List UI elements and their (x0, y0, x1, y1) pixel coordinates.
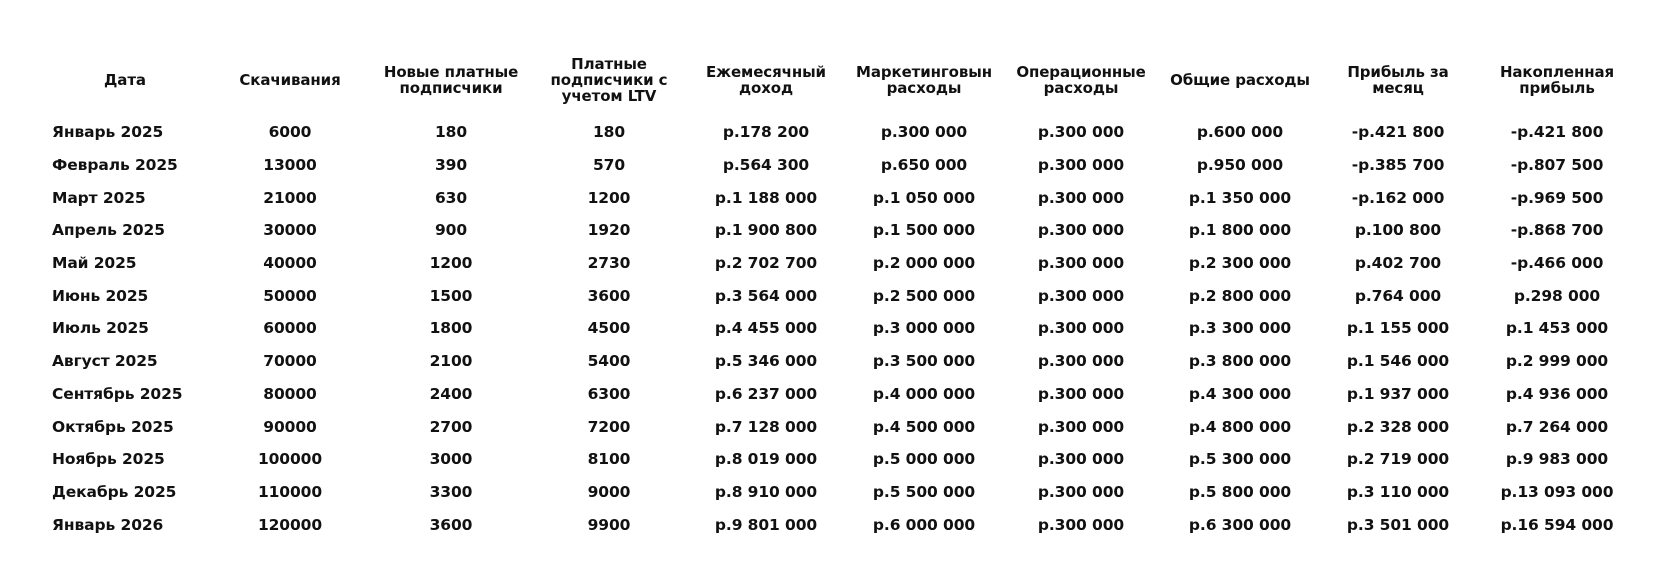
table-row (42, 116, 1638, 149)
cell-operating-costs: р.300 000 (1037, 156, 1125, 175)
cell-downloads: 70000 (263, 352, 317, 371)
cell-marketing-costs: р.3 500 000 (872, 352, 976, 371)
financial-forecast-table (42, 52, 1638, 541)
cell-paid-subscribers-ltv: 7200 (587, 417, 631, 436)
cell-monthly-profit: р.1 937 000 (1346, 384, 1450, 403)
cell-date: Июнь 2025 (52, 286, 149, 305)
cell-new-paid-subscribers: 2400 (429, 384, 473, 403)
cell-paid-subscribers-ltv: 8100 (587, 450, 631, 469)
cell-date: Май 2025 (52, 254, 137, 273)
cell-monthly-profit: р.100 800 (1354, 221, 1442, 240)
cell-paid-subscribers-ltv: 9900 (587, 515, 631, 534)
cell-monthly-revenue: р.1 900 800 (714, 221, 818, 240)
cell-monthly-profit: р.2 719 000 (1346, 450, 1450, 469)
cell-operating-costs: р.300 000 (1037, 450, 1125, 469)
cell-new-paid-subscribers: 1800 (429, 319, 473, 338)
cell-total-costs: р.2 300 000 (1188, 254, 1292, 273)
cell-date: Август 2025 (52, 352, 158, 371)
cell-monthly-revenue: р.1 188 000 (714, 188, 818, 207)
cell-operating-costs: р.300 000 (1037, 254, 1125, 273)
cell-date: Апрель 2025 (52, 221, 165, 240)
cell-total-costs: р.5 800 000 (1188, 482, 1292, 501)
cell-downloads: 60000 (263, 319, 317, 338)
cell-downloads: 13000 (263, 156, 317, 175)
cell-date: Январь 2025 (52, 123, 164, 142)
cell-paid-subscribers-ltv: 570 (592, 156, 626, 175)
cell-cumulative-profit: р.7 264 000 (1505, 417, 1609, 436)
cell-cumulative-profit: -р.868 700 (1510, 221, 1604, 240)
table-container (42, 52, 1638, 541)
cell-paid-subscribers-ltv: 6300 (587, 384, 631, 403)
cell-total-costs: р.4 300 000 (1188, 384, 1292, 403)
header-monthly-revenue: Ежемесячный доход (706, 63, 826, 97)
cell-operating-costs: р.300 000 (1037, 123, 1125, 142)
table-row (42, 214, 1638, 247)
cell-date: Март 2025 (52, 188, 146, 207)
cell-cumulative-profit: -р.807 500 (1510, 156, 1604, 175)
cell-paid-subscribers-ltv: 180 (592, 123, 626, 142)
cell-monthly-revenue: р.3 564 000 (714, 286, 818, 305)
cell-paid-subscribers-ltv: 3600 (587, 286, 631, 305)
cell-monthly-profit: -р.421 800 (1351, 123, 1445, 142)
table-row (42, 149, 1638, 182)
cell-cumulative-profit: р.4 936 000 (1505, 384, 1609, 403)
cell-new-paid-subscribers: 3600 (429, 515, 473, 534)
cell-operating-costs: р.300 000 (1037, 482, 1125, 501)
header-total-costs: Общие расходы (1170, 71, 1310, 89)
cell-new-paid-subscribers: 630 (434, 188, 468, 207)
cell-cumulative-profit: р.2 999 000 (1505, 352, 1609, 371)
cell-new-paid-subscribers: 180 (434, 123, 468, 142)
cell-marketing-costs: р.4 500 000 (872, 417, 976, 436)
cell-cumulative-profit: р.298 000 (1513, 286, 1601, 305)
cell-downloads: 40000 (263, 254, 317, 273)
table-body (42, 116, 1638, 541)
cell-marketing-costs: р.2 500 000 (872, 286, 976, 305)
cell-total-costs: р.950 000 (1196, 156, 1284, 175)
cell-marketing-costs: р.1 500 000 (872, 221, 976, 240)
cell-total-costs: р.6 300 000 (1188, 515, 1292, 534)
cell-date: Ноябрь 2025 (52, 450, 165, 469)
header-marketing-costs: Маркетинговын расходы (856, 63, 992, 97)
cell-date: Июль 2025 (52, 319, 149, 338)
cell-total-costs: р.3 300 000 (1188, 319, 1292, 338)
cell-paid-subscribers-ltv: 4500 (587, 319, 631, 338)
cell-new-paid-subscribers: 390 (434, 156, 468, 175)
cell-monthly-revenue: р.4 455 000 (714, 319, 818, 338)
header-paid-subscribers-ltv: Платные подписчики с учетом LTV (550, 55, 668, 105)
cell-downloads: 80000 (263, 384, 317, 403)
cell-monthly-profit: р.1 546 000 (1346, 352, 1450, 371)
cell-monthly-revenue: р.6 237 000 (714, 384, 818, 403)
cell-downloads: 120000 (257, 515, 323, 534)
cell-paid-subscribers-ltv: 1200 (587, 188, 631, 207)
cell-cumulative-profit: р.9 983 000 (1505, 450, 1609, 469)
table-row (42, 247, 1638, 280)
cell-operating-costs: р.300 000 (1037, 417, 1125, 436)
cell-monthly-profit: р.764 000 (1354, 286, 1442, 305)
cell-operating-costs: р.300 000 (1037, 221, 1125, 240)
cell-marketing-costs: р.3 000 000 (872, 319, 976, 338)
header-date: Дата (104, 71, 146, 89)
cell-monthly-revenue: р.9 801 000 (714, 515, 818, 534)
cell-total-costs: р.1 800 000 (1188, 221, 1292, 240)
cell-marketing-costs: р.650 000 (880, 156, 968, 175)
table-row (42, 443, 1638, 476)
cell-marketing-costs: р.2 000 000 (872, 254, 976, 273)
cell-downloads: 110000 (257, 482, 323, 501)
cell-downloads: 30000 (263, 221, 317, 240)
cell-monthly-profit: -р.162 000 (1351, 188, 1445, 207)
cell-cumulative-profit: р.13 093 000 (1500, 482, 1614, 501)
cell-paid-subscribers-ltv: 1920 (587, 221, 631, 240)
cell-monthly-profit: р.1 155 000 (1346, 319, 1450, 338)
cell-downloads: 21000 (263, 188, 317, 207)
table-header (42, 52, 1638, 116)
header-row (42, 52, 1638, 116)
table-row (42, 312, 1638, 345)
cell-total-costs: р.3 800 000 (1188, 352, 1292, 371)
table-row (42, 279, 1638, 312)
table-row (42, 476, 1638, 509)
cell-downloads: 6000 (268, 123, 312, 142)
cell-new-paid-subscribers: 900 (434, 221, 468, 240)
cell-new-paid-subscribers: 2100 (429, 352, 473, 371)
cell-downloads: 50000 (263, 286, 317, 305)
cell-date: Октябрь 2025 (52, 417, 174, 436)
cell-new-paid-subscribers: 2700 (429, 417, 473, 436)
cell-monthly-profit: р.402 700 (1354, 254, 1442, 273)
header-monthly-profit: Прибыль за месяц (1347, 63, 1449, 97)
cell-new-paid-subscribers: 1500 (429, 286, 473, 305)
header-cumulative-profit: Накопленная прибыль (1499, 63, 1615, 97)
cell-downloads: 100000 (257, 450, 323, 469)
cell-date: Февраль 2025 (52, 156, 178, 175)
cell-total-costs: р.1 350 000 (1188, 188, 1292, 207)
cell-paid-subscribers-ltv: 9000 (587, 482, 631, 501)
cell-monthly-profit: р.2 328 000 (1346, 417, 1450, 436)
cell-monthly-profit: -р.385 700 (1351, 156, 1445, 175)
cell-operating-costs: р.300 000 (1037, 352, 1125, 371)
cell-monthly-revenue: р.2 702 700 (714, 254, 818, 273)
cell-monthly-revenue: р.8 019 000 (714, 450, 818, 469)
cell-marketing-costs: р.300 000 (880, 123, 968, 142)
cell-total-costs: р.5 300 000 (1188, 450, 1292, 469)
cell-marketing-costs: р.5 000 000 (872, 450, 976, 469)
cell-cumulative-profit: -р.421 800 (1510, 123, 1604, 142)
cell-paid-subscribers-ltv: 2730 (587, 254, 631, 273)
cell-monthly-revenue: р.5 346 000 (714, 352, 818, 371)
table-row (42, 378, 1638, 411)
cell-date: Декабрь 2025 (52, 482, 177, 501)
cell-total-costs: р.600 000 (1196, 123, 1284, 142)
cell-marketing-costs: р.6 000 000 (872, 515, 976, 534)
cell-cumulative-profit: -р.466 000 (1510, 254, 1604, 273)
cell-marketing-costs: р.4 000 000 (872, 384, 976, 403)
table-row (42, 410, 1638, 443)
cell-new-paid-subscribers: 1200 (429, 254, 473, 273)
table-row (42, 181, 1638, 214)
table-row (42, 508, 1638, 541)
cell-cumulative-profit: -р.969 500 (1510, 188, 1604, 207)
cell-paid-subscribers-ltv: 5400 (587, 352, 631, 371)
cell-monthly-profit: р.3 110 000 (1346, 482, 1450, 501)
cell-monthly-revenue: р.564 300 (722, 156, 810, 175)
cell-operating-costs: р.300 000 (1037, 188, 1125, 207)
cell-cumulative-profit: р.16 594 000 (1500, 515, 1614, 534)
cell-total-costs: р.4 800 000 (1188, 417, 1292, 436)
cell-new-paid-subscribers: 3300 (429, 482, 473, 501)
cell-monthly-revenue: р.178 200 (722, 123, 810, 142)
header-new-paid-subscribers: Новые платные подписчики (383, 63, 519, 97)
cell-operating-costs: р.300 000 (1037, 286, 1125, 305)
cell-date: Январь 2026 (52, 515, 164, 534)
cell-total-costs: р.2 800 000 (1188, 286, 1292, 305)
cell-cumulative-profit: р.1 453 000 (1505, 319, 1609, 338)
cell-marketing-costs: р.1 050 000 (872, 188, 976, 207)
header-operating-costs: Операционные расходы (1016, 63, 1146, 97)
header-downloads: Скачивания (239, 71, 341, 89)
cell-monthly-profit: р.3 501 000 (1346, 515, 1450, 534)
cell-marketing-costs: р.5 500 000 (872, 482, 976, 501)
cell-new-paid-subscribers: 3000 (429, 450, 473, 469)
cell-operating-costs: р.300 000 (1037, 384, 1125, 403)
cell-date: Сентябрь 2025 (52, 384, 183, 403)
cell-monthly-revenue: р.7 128 000 (714, 417, 818, 436)
cell-operating-costs: р.300 000 (1037, 515, 1125, 534)
cell-operating-costs: р.300 000 (1037, 319, 1125, 338)
cell-monthly-revenue: р.8 910 000 (714, 482, 818, 501)
table-row (42, 345, 1638, 378)
cell-downloads: 90000 (263, 417, 317, 436)
